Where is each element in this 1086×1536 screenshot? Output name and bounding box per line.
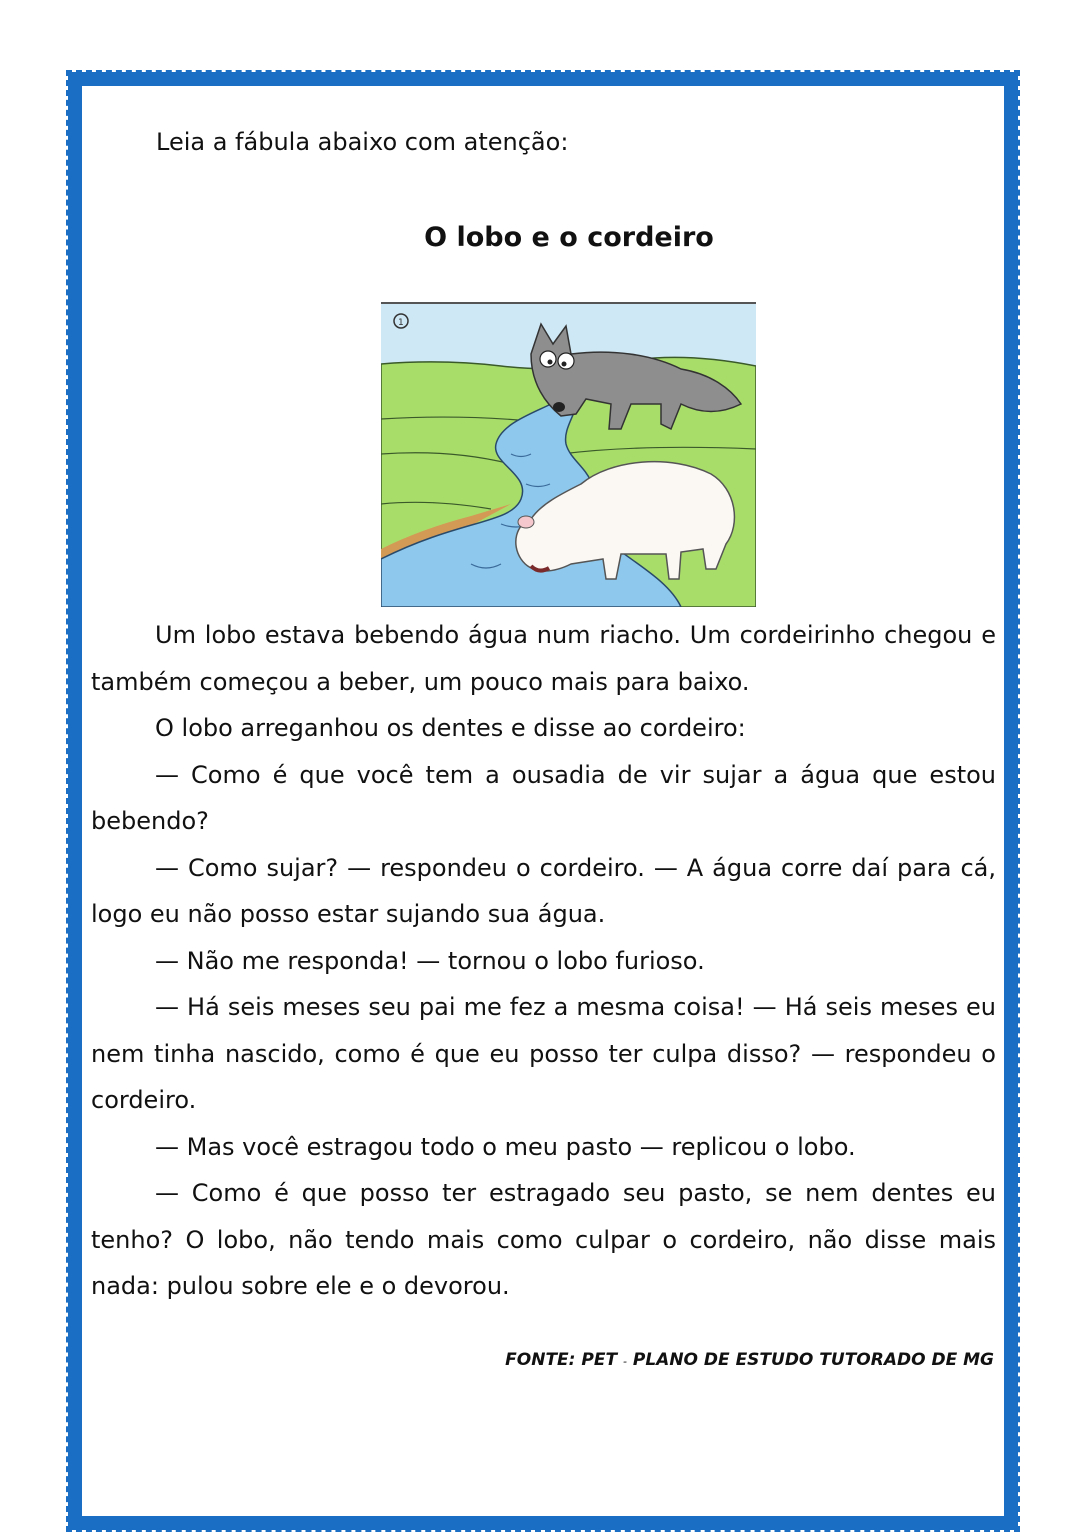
story-paragraph: — Não me responda! — tornou o lobo furioso. [155,946,705,975]
story-paragraph: — Mas você estragou todo o meu pasto — replicou o lobo. [155,1132,856,1161]
story-paragraph: — Como é que você tem a ousadia de vir sujar a água que estou bebendo? [91,760,996,835]
source-prefix: FONTE: PET [505,1350,618,1370]
story-paragraph: — Como é que posso ter estragado seu pasto, se nem dentes eu tenho? O lobo, não tendo mais como culpar o cordeiro, não disse mais nada: pulou sobre ele e o devorou. [91,1179,996,1300]
story-paragraph: — Há seis meses seu pai me fez a mesma coisa! — Há seis meses eu nem tinha nascido, como é que eu posso ter culpa disso? — respondeu o cordeiro. [91,993,996,1114]
fable-title: O lobo e o cordeiro [424,222,714,253]
intro-instruction: Leia a fábula abaixo com atenção: [156,128,569,156]
story-paragraph: O lobo arreganhou os dentes e disse ao cordeiro: [155,714,746,742]
panel-number: 1 [398,318,404,328]
fable-text [91,612,996,1310]
source-citation [505,1350,994,1370]
story-paragraph: Um lobo estava bebendo água num riacho. Um cordeirinho chegou e também começou a beber, um pouco mais para baixo. [91,621,996,696]
story-paragraph: — Como sujar? — respondeu o cordeiro. — A água corre daí para cá, logo eu não posso estar sujando sua água. [91,853,996,928]
fable-illustration [381,302,756,607]
source-suffix: PLANO DE ESTUDO TUTORADO DE MG [632,1350,994,1370]
source-separator: - [622,1355,627,1368]
